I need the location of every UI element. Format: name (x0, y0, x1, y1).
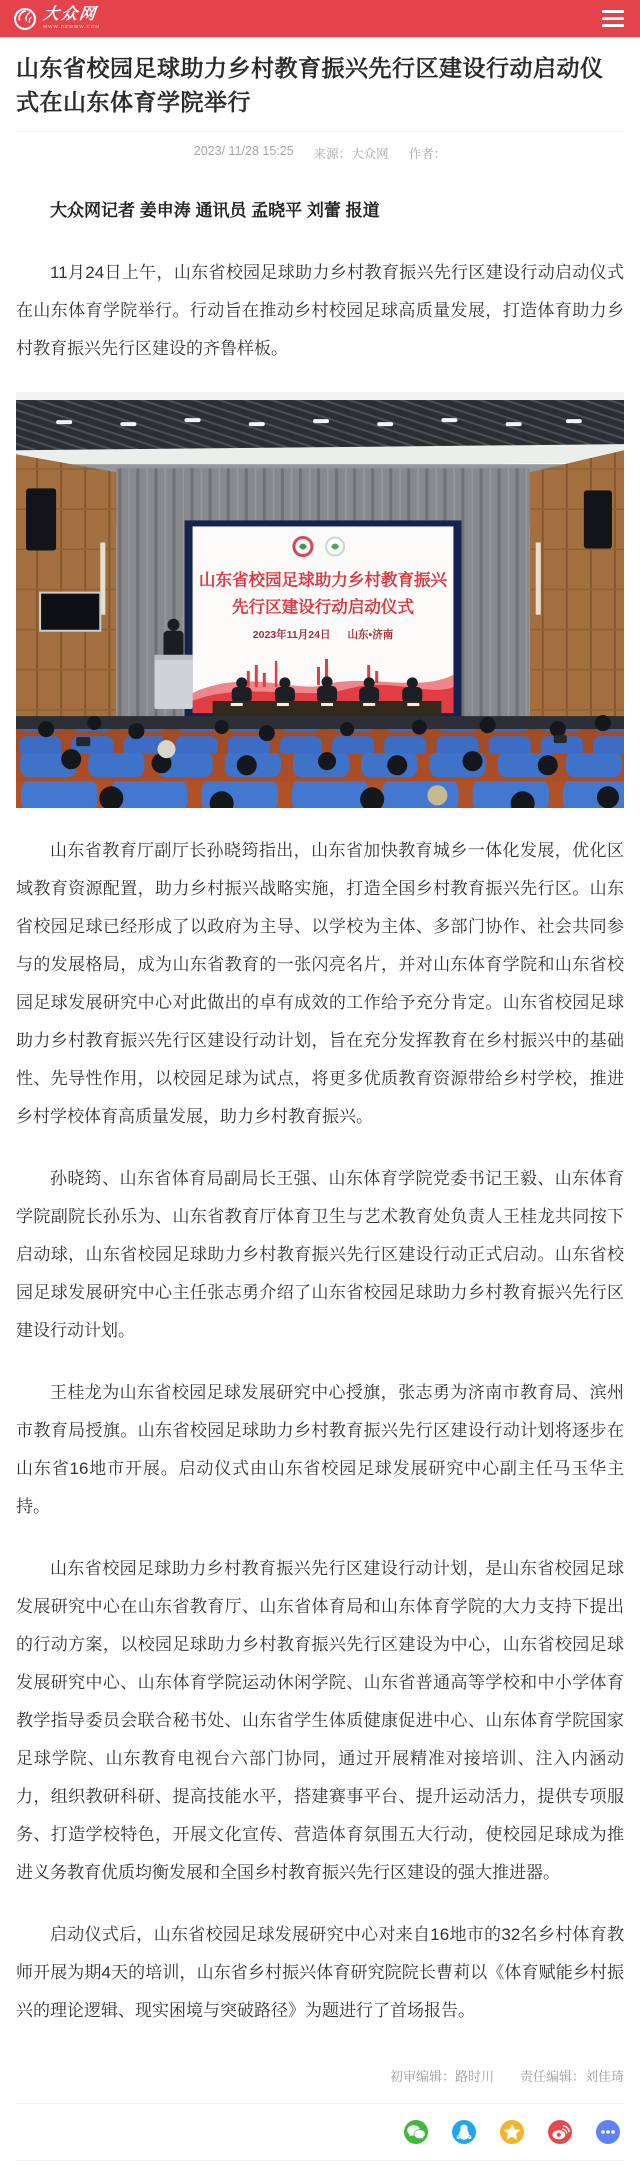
logo-text: 大众网 (42, 6, 98, 24)
menu-hamburger-icon[interactable] (598, 6, 628, 31)
dzwww-swirl-icon (12, 6, 38, 32)
article-paragraph: 山东省教育厅副厅长孙晓筠指出，山东省加快教育城乡一体化发展，优化区域教育资源配置，助力乡村振兴战略实施，打造全国乡村教育振兴先行区。山东省校园足球已经形成了以政府为主导、以学校为主体、多部门协作、社会共同参与的发展格局，成为山东省教育的一张闪亮名片，并对山东体育学院和山东省校园足球发展研究中心对此做出的卓有成效的工作给予充分肯定。山东省校园足球助力乡村教育振兴先行区建设行动计划，旨在充分发挥教育在乡村振兴中的基础性、先导性作用，以校园足球为试点，将更多优质教育资源带给乡村学校，推进乡村学校体育高质量发展，助力乡村教育振兴。 (16, 841, 624, 1127)
duty-editor-label: 责任编辑： (519, 2069, 585, 2085)
screen-title-line1: 山东省校园足球助力乡村教育振兴 (198, 570, 448, 590)
article-paragraph: 山东省校园足球助力乡村教育振兴先行区建设行动计划，是山东省校园足球发展研究中心在山东省教育厅、山东省体育局和山东体育学院的大力支持下提出的行动方案，以校园足球助力乡村教育振兴先行区建设为中心，山东省校园足球发展研究中心、山东体育学院运动休闲学院、山东省普通高等学校和中小学体育教学指导委员会联合秘书处、山东省学生体质健康促进中心、山东体育学院国家足球学院、山东教育电视台六部门协同，通过开展精准对接培训、注入内涵动力，组织教研科研、提高技能水平，搭建赛事平台、提升运动活力，提供专项服务、打造学校特色，开展文化宣传、营造体育氛围五大行动，使校园足球成为推进义务教育优质均衡发展和全国乡村教育振兴先行区建设的强大推进器。 (16, 1559, 624, 1883)
first-editor-name: 路时川 (454, 2069, 494, 2085)
article-author-label: 作者： (408, 147, 447, 161)
article-title: 山东省校园足球助力乡村教育振兴先行区建设行动启动仪式在山东体育学院举行 (16, 37, 624, 132)
news-photo (16, 392, 624, 808)
editors-row (16, 2066, 624, 2085)
site-header (0, 0, 640, 37)
publish-datetime: 2023/ 11/28 15:25 (193, 144, 294, 158)
auditorium-photo-illustration (16, 392, 624, 808)
paragraph-block-body (16, 832, 624, 2030)
article-paragraph: 启动仪式后，山东省校园足球发展研究中心对来自16地市的32名乡村体育教师开展为期4天的培训，山东省乡村振兴体育研究院院长曹莉以《体育赋能乡村振兴的理论逻辑、现实困境与突破路径》为题进行了首场报告。 (16, 1925, 624, 2021)
first-editor-label: 初审编辑： (389, 2069, 455, 2085)
article-paragraph: 11月24日上午，山东省校园足球助力乡村教育振兴先行区建设行动启动仪式在山东体育学院举行。行动旨在推动乡村校园足球高质量发展，打造体育助力乡村教育振兴先行区建设的齐鲁样板。 (16, 263, 624, 358)
screen-date: 2023年11月24日 (252, 628, 331, 641)
paragraph-block-lead (16, 254, 624, 368)
article-paragraph: 王桂龙为山东省校园足球发展研究中心授旗，张志勇为济南市教育局、滨州市教育局授旗。山东省校园足球助力乡村教育振兴先行区建设行动计划将逐步在山东省16地市开展。启动仪式由山东省校园足球发展研究中心副主任马玉华主持。 (16, 1383, 624, 1517)
article-paragraph: 孙晓筠、山东省体育局副局长王强、山东体育学院党委书记王毅、山东体育学院副院长孙乐为、山东省教育厅体育卫生与艺术教育处负责人王桂龙共同按下启动球，山东省校园足球助力乡村教育振兴先行区建设行动正式启动。山东省校园足球发展研究中心主任张志勇介绍了山东省校园足球助力乡村教育振兴先行区建设行动计划。 (16, 1169, 624, 1341)
screen-location: 山东•济南 (347, 628, 394, 641)
article-source: 来源：大众网 (313, 147, 389, 161)
article-byline: 大众网记者 姜申涛 通讯员 孟晓平 刘蕾 报道 (50, 201, 380, 220)
duty-editor (520, 2066, 624, 2085)
screen-title-line2: 先行区建设行动启动仪式 (231, 597, 415, 617)
share-qq-icon[interactable] (452, 2120, 476, 2144)
share-weibo-icon[interactable] (548, 2120, 572, 2144)
article-meta (16, 132, 624, 164)
share-wechat-icon[interactable] (404, 2120, 428, 2144)
share-more-icon[interactable] (596, 2120, 620, 2144)
share-qzone-icon[interactable] (500, 2120, 524, 2144)
first-editor (390, 2066, 494, 2085)
article-content (0, 37, 640, 2173)
duty-editor-name: 刘佳琦 (584, 2069, 624, 2085)
logo-caption: WWW.DZWWW.COM (43, 24, 100, 30)
site-logo[interactable] (12, 6, 100, 32)
svg-text:2023年11月24日 山东•济南 (253, 628, 394, 641)
share-row (16, 2104, 624, 2160)
